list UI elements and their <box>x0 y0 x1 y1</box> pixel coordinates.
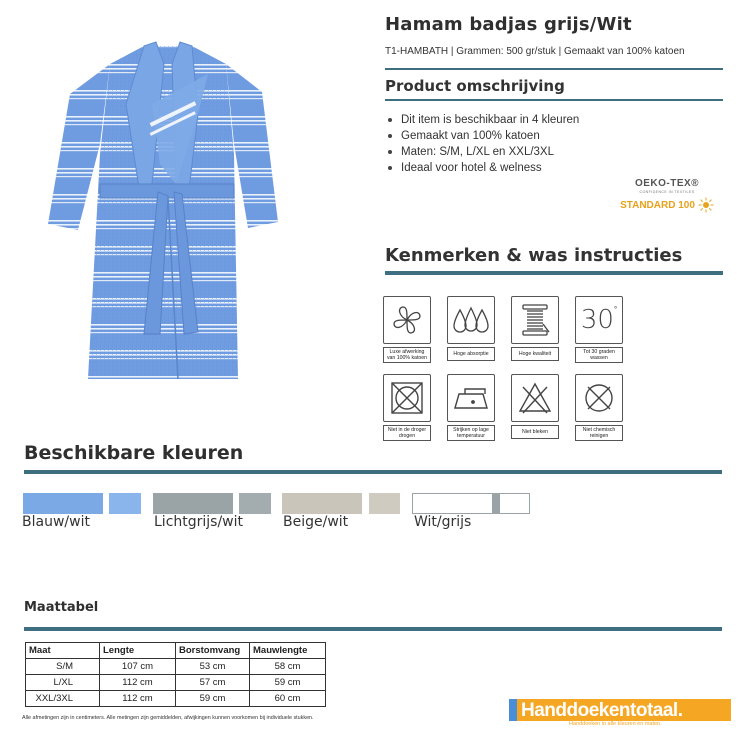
care-item <box>447 374 495 441</box>
bathrobe-image <box>48 34 288 384</box>
list-item: Ideaal voor hotel & welness <box>385 160 579 176</box>
wash-30-icon: 30 <box>580 305 614 335</box>
oeko-tex-name: OEKO-TEX® <box>634 178 700 189</box>
drops-icon <box>452 302 490 338</box>
col-header: Mauwlengte <box>250 643 326 659</box>
swatch-beige-main[interactable] <box>282 493 362 514</box>
table-cell: S/M <box>26 659 100 675</box>
col-header: Maat <box>26 643 100 659</box>
brand-logo[interactable] <box>509 697 731 727</box>
table-cell: 57 cm <box>176 675 250 691</box>
no-tumble-dry-icon <box>389 380 425 416</box>
swatch-wit-main[interactable] <box>412 493 530 514</box>
list-item: Dit item is beschikbaar in 4 kleuren <box>385 112 579 128</box>
table-header-row <box>26 643 326 659</box>
table-cell: 59 cm <box>176 691 250 707</box>
features-heading: Kenmerken & was instructies <box>385 245 683 266</box>
clover-icon <box>389 302 425 338</box>
size-table <box>25 642 326 707</box>
size-footnote: Alle afmetingen zijn in centimeters. Alle metingen zijn gemiddelden, afwijkingen kunnen voorkomen bij individuele stukken. <box>22 715 314 721</box>
swatch-wit-accent <box>492 494 500 513</box>
oeko-tex-standard: STANDARD 100 <box>620 199 695 211</box>
colors-heading: Beschikbare kleuren <box>24 442 244 464</box>
care-label: Strijken op lage temperatuur <box>447 425 495 441</box>
sun-icon <box>698 197 714 213</box>
table-cell: 53 cm <box>176 659 250 675</box>
care-label: Hoge kwaliteit <box>511 347 559 361</box>
divider <box>385 68 723 70</box>
oeko-tex-badge <box>612 178 722 218</box>
swatch-lichtgrijs-accent[interactable] <box>239 493 271 514</box>
table-row <box>26 691 326 707</box>
col-header: Lengte <box>100 643 176 659</box>
table-cell: 112 cm <box>100 675 176 691</box>
table-cell: 60 cm <box>250 691 326 707</box>
care-item <box>383 296 431 363</box>
swatch-lichtgrijs-main[interactable] <box>153 493 233 514</box>
product-subtitle: T1-HAMBATH | Grammen: 500 gr/stuk | Gemaakt van 100% katoen <box>385 46 685 57</box>
sizes-heading: Maattabel <box>24 600 99 615</box>
list-item: Gemaakt van 100% katoen <box>385 128 579 144</box>
table-cell: 107 cm <box>100 659 176 675</box>
swatch-blauw-accent[interactable] <box>109 493 141 514</box>
care-item <box>575 374 623 441</box>
divider <box>24 627 722 631</box>
divider <box>385 99 723 101</box>
brand-tagline: Handdoeken in alle kleuren en maten. <box>569 721 662 727</box>
no-bleach-icon <box>517 381 553 415</box>
table-cell: 58 cm <box>250 659 326 675</box>
product-title: Hamam badjas grijs/Wit <box>385 14 632 35</box>
thread-spool-icon <box>518 302 552 338</box>
care-item <box>383 374 431 441</box>
table-cell: L/XL <box>26 675 100 691</box>
color-label-wit: Wit/grijs <box>414 514 472 530</box>
care-item: 30 ° Tot 30 graden wassen <box>575 296 623 363</box>
care-label: Hoge absorptie <box>447 347 495 361</box>
color-label-blauw: Blauw/wit <box>22 514 90 530</box>
iron-low-icon <box>451 382 491 414</box>
description-heading: Product omschrijving <box>385 77 565 95</box>
care-item <box>447 296 495 361</box>
care-label: Tot 30 graden wassen <box>575 347 623 363</box>
no-dry-clean-icon <box>581 380 617 416</box>
table-cell: 59 cm <box>250 675 326 691</box>
divider <box>24 470 722 474</box>
divider <box>385 271 723 275</box>
list-item: Maten: S/M, L/XL en XXL/3XL <box>385 144 579 160</box>
care-item <box>511 374 559 439</box>
care-label: Niet chemisch reinigen <box>575 425 623 441</box>
col-header: Borstomvang <box>176 643 250 659</box>
table-cell: 112 cm <box>100 691 176 707</box>
swatch-blauw-main[interactable] <box>23 493 103 514</box>
care-label: Niet in de droger drogen <box>383 425 431 441</box>
care-label: Luxe afwerking van 100% katoen <box>383 347 431 363</box>
color-label-lichtgrijs: Lichtgrijs/wit <box>154 514 244 530</box>
description-list <box>385 112 579 176</box>
care-item <box>511 296 559 361</box>
color-label-beige: Beige/wit <box>283 514 349 530</box>
care-label: Niet bleken <box>511 425 559 439</box>
swatch-beige-accent[interactable] <box>369 493 400 514</box>
brand-name: Handdoekentotaal. <box>521 700 683 721</box>
table-row <box>26 675 326 691</box>
oeko-tex-tagline: CONFIDENCE IN TEXTILES <box>639 190 695 194</box>
table-cell: XXL/3XL <box>26 691 100 707</box>
table-row <box>26 659 326 675</box>
